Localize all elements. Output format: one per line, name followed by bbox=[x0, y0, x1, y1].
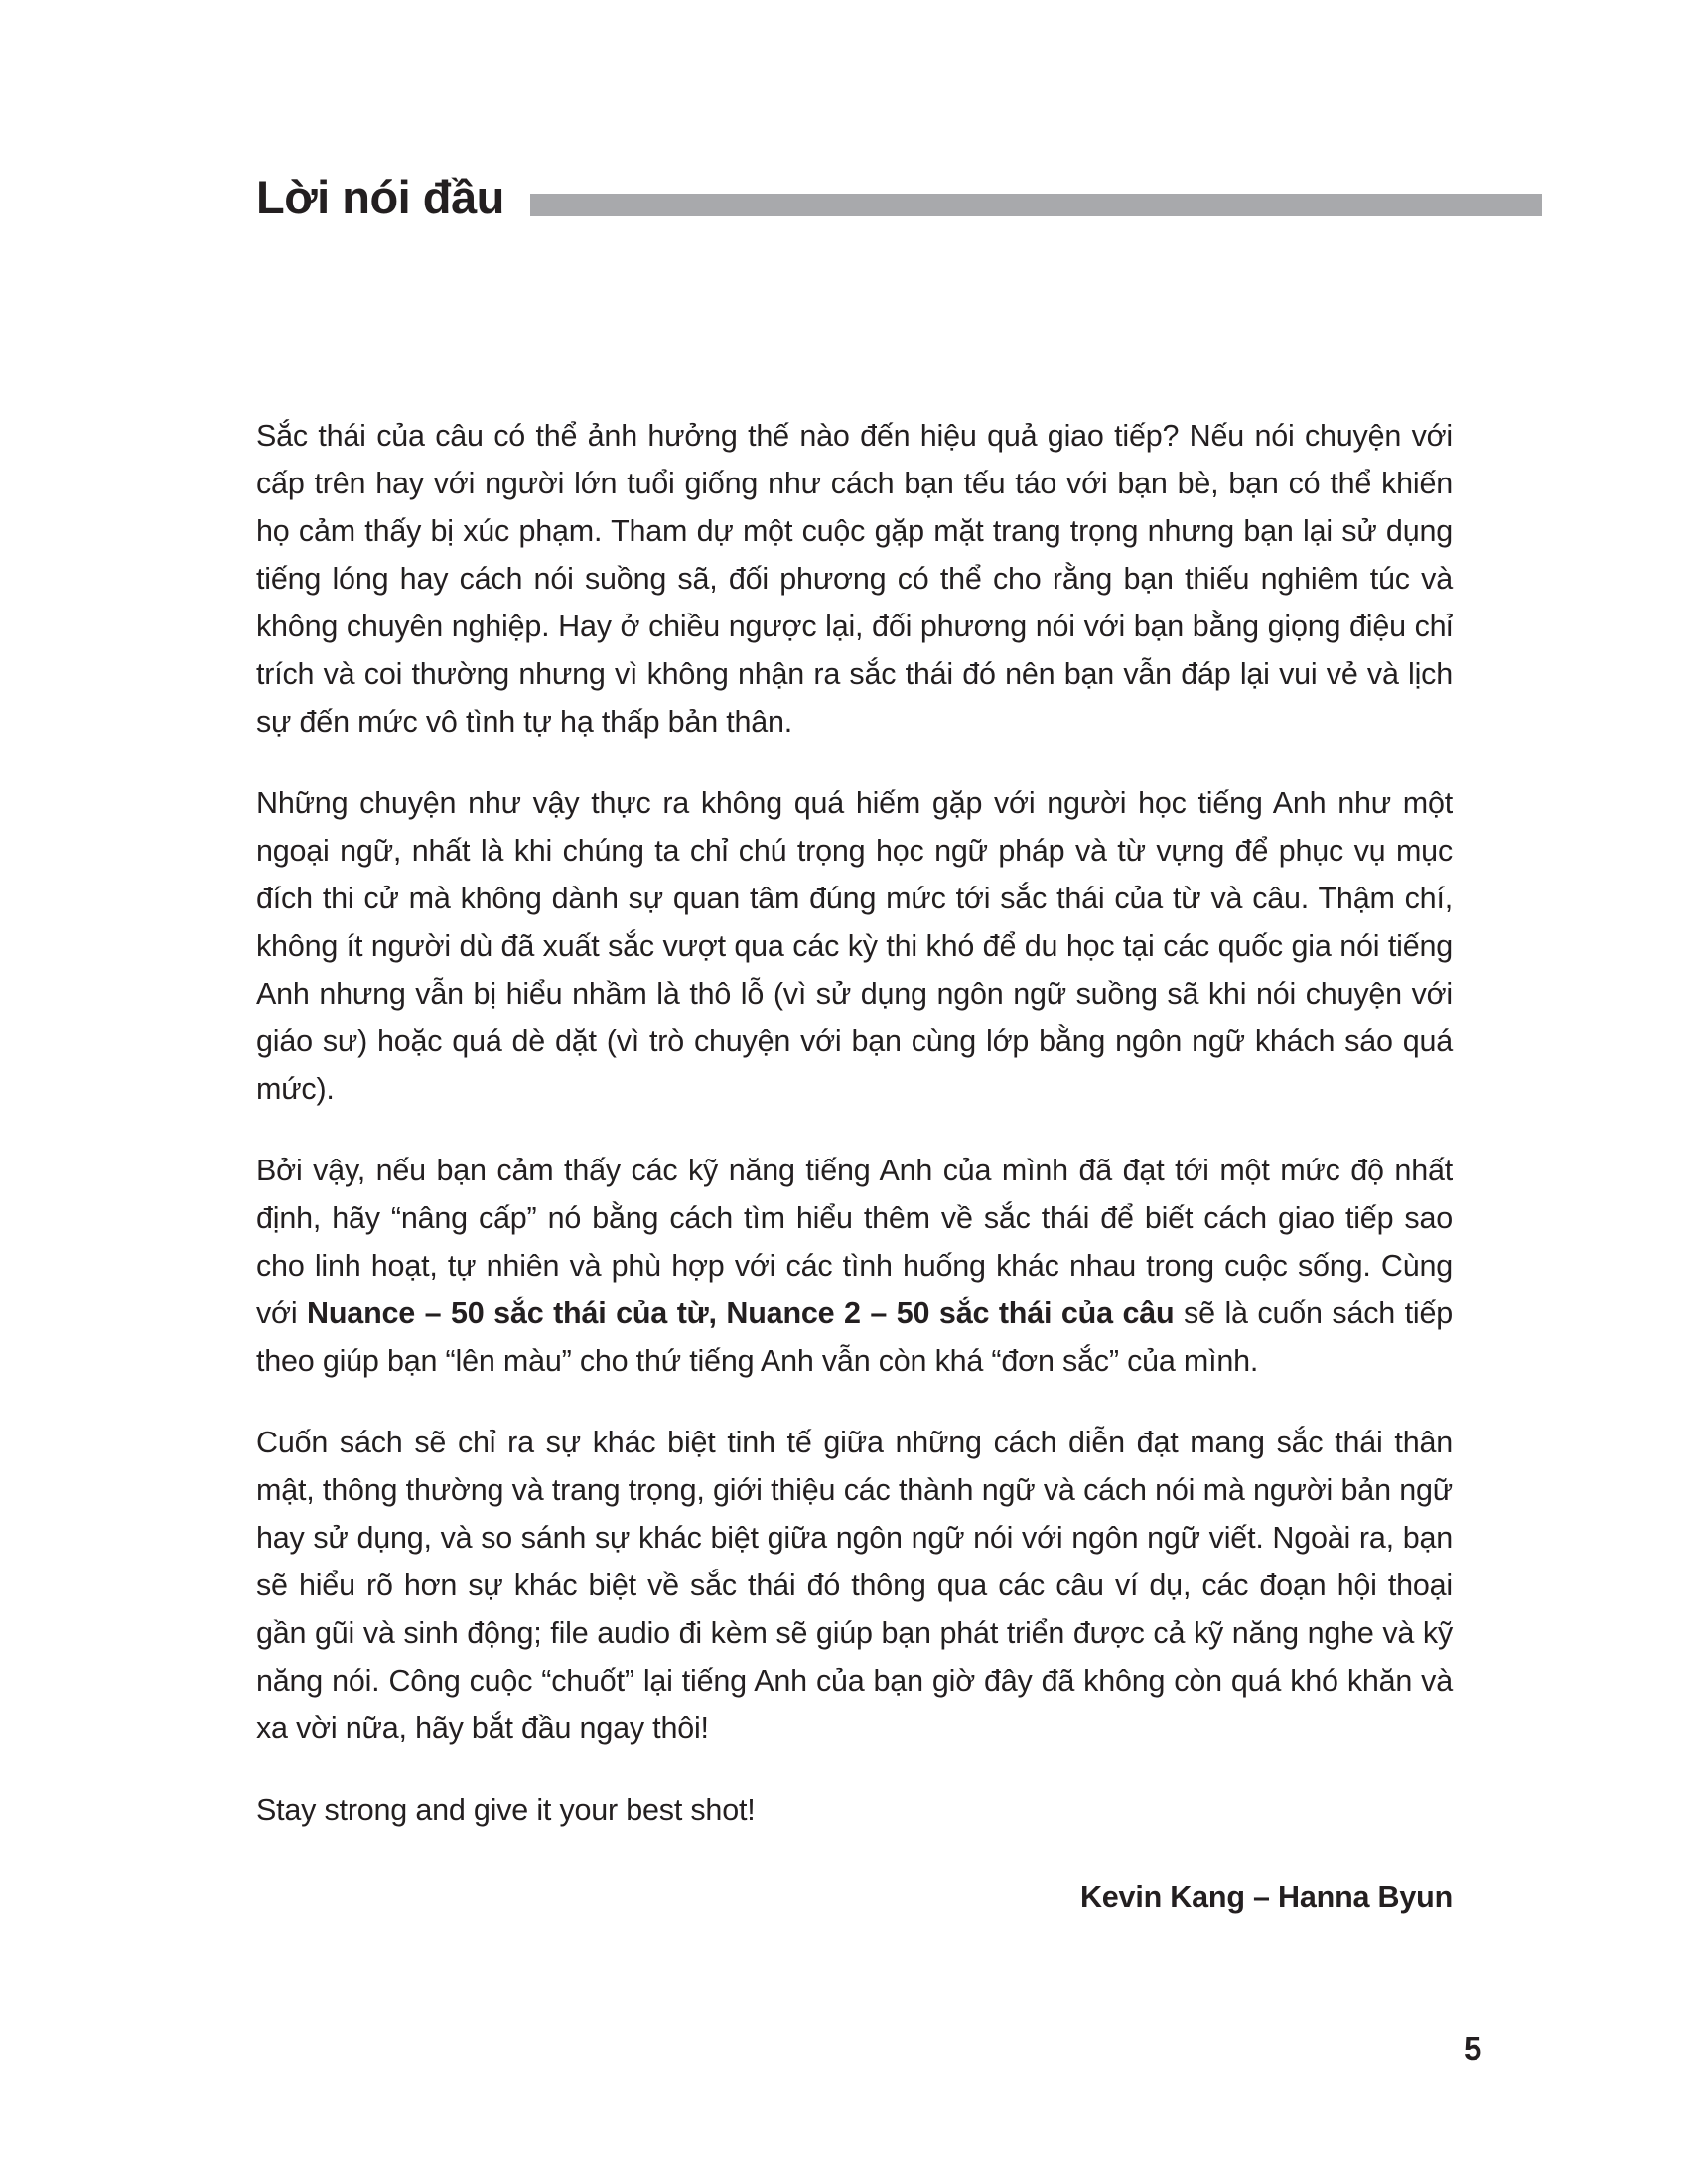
preface-paragraph-2: Những chuyện như vậy thực ra không quá hiếm gặp với người học tiếng Anh như một ngoại ngữ, nhất là khi chúng ta chỉ chú trọng học ngữ pháp và từ vựng để phục vụ mục đích thi cử mà không dành sự quan tâm đúng mức tới sắc thái của từ và câu. Thậm chí, không ít người dù đã xuất sắc vượt qua các kỳ thi khó để du học tại các quốc gia nói tiếng Anh nhưng vẫn bị hiểu nhầm là thô lỗ (vì sử dụng ngôn ngữ suồng sã khi nói chuyện với giáo sư) hoặc quá dè dặt (vì trò chuyện với bạn cùng lớp bằng ngôn ngữ khách sáo quá mức). bbox=[256, 786, 1453, 1106]
authors-signature: Kevin Kang – Hanna Byun bbox=[1079, 1880, 1453, 1914]
title-accent-bar bbox=[530, 194, 1542, 216]
page-title: Lời nói đầu bbox=[256, 171, 504, 223]
paragraph-3-text-after: sẽ là cuốn sách tiếp theo giúp bạn “lên màu” cho thứ tiếng Anh vẫn còn khá “đơn sắc” của mình. bbox=[256, 1297, 1454, 1378]
preface-paragraph-1: Sắc thái của câu có thể ảnh hưởng thế nào đến hiệu quả giao tiếp? Nếu nói chuyện với cấp trên hay với người lớn tuổi giống như cách bạn tếu táo với bạn bè, bạn có thể khiến họ cảm thấy bị xúc phạm. Tham dự một cuộc gặp mặt trang trọng nhưng bạn lại sử dụng tiếng lóng hay cách nói suồng sã, đối phương có thể cho rằng bạn thiếu nghiêm túc và không chuyên nghiệp. Hay ở chiều ngược lại, đối phương nói với bạn bằng giọng điệu chỉ trích và coi thường nhưng vì không nhận ra sắc thái đó nên bạn vẫn đáp lại vui vẻ và lịch sự đến mức vô tình tự hạ thấp bản thân. bbox=[256, 419, 1453, 739]
title-row bbox=[256, 171, 1542, 224]
preface-paragraph-4: Cuốn sách sẽ chỉ ra sự khác biệt tinh tế giữa những cách diễn đạt mang sắc thái thân mật, thông thường và trang trọng, giới thiệu các thành ngữ và cách nói mà người bản ngữ hay sử dụng, và so sánh sự khác biệt giữa ngôn ngữ nói với ngôn ngữ viết. Ngoài ra, bạn sẽ hiểu rõ hơn sự khác biệt về sắc thái đó thông qua các câu ví dụ, các đoạn hội thoại gần gũi và sinh động; file audio đi kèm sẽ giúp bạn phát triển được cả kỹ năng nghe và kỹ năng nói. Công cuộc “chuốt” lại tiếng Anh của bạn giờ đây đã không còn quá khó khăn và xa vời nữa, hãy bắt đầu ngay thôi! bbox=[256, 1426, 1453, 1745]
paragraph-3-text-before: Bởi vậy, nếu bạn cảm thấy các kỹ năng tiếng Anh của mình đã đạt tới một mức độ nhất định, hãy “nâng cấp” nó bằng cách tìm hiểu thêm về sắc thái để biết cách giao tiếp sao cho linh hoạt, tự nhiên và phù hợp với các tình huống khác nhau trong cuộc sống. Cùng với bbox=[256, 1154, 1453, 1330]
page-number: 5 bbox=[1464, 2030, 1482, 2067]
preface-body bbox=[256, 412, 1453, 1921]
closing-line: Stay strong and give it your best shot! bbox=[256, 1793, 756, 1827]
book-titles-bold: Nuance – 50 sắc thái của từ, Nuance 2 – 50 sắc thái của câu bbox=[307, 1297, 1175, 1330]
preface-paragraph-3 bbox=[256, 1147, 1453, 1385]
